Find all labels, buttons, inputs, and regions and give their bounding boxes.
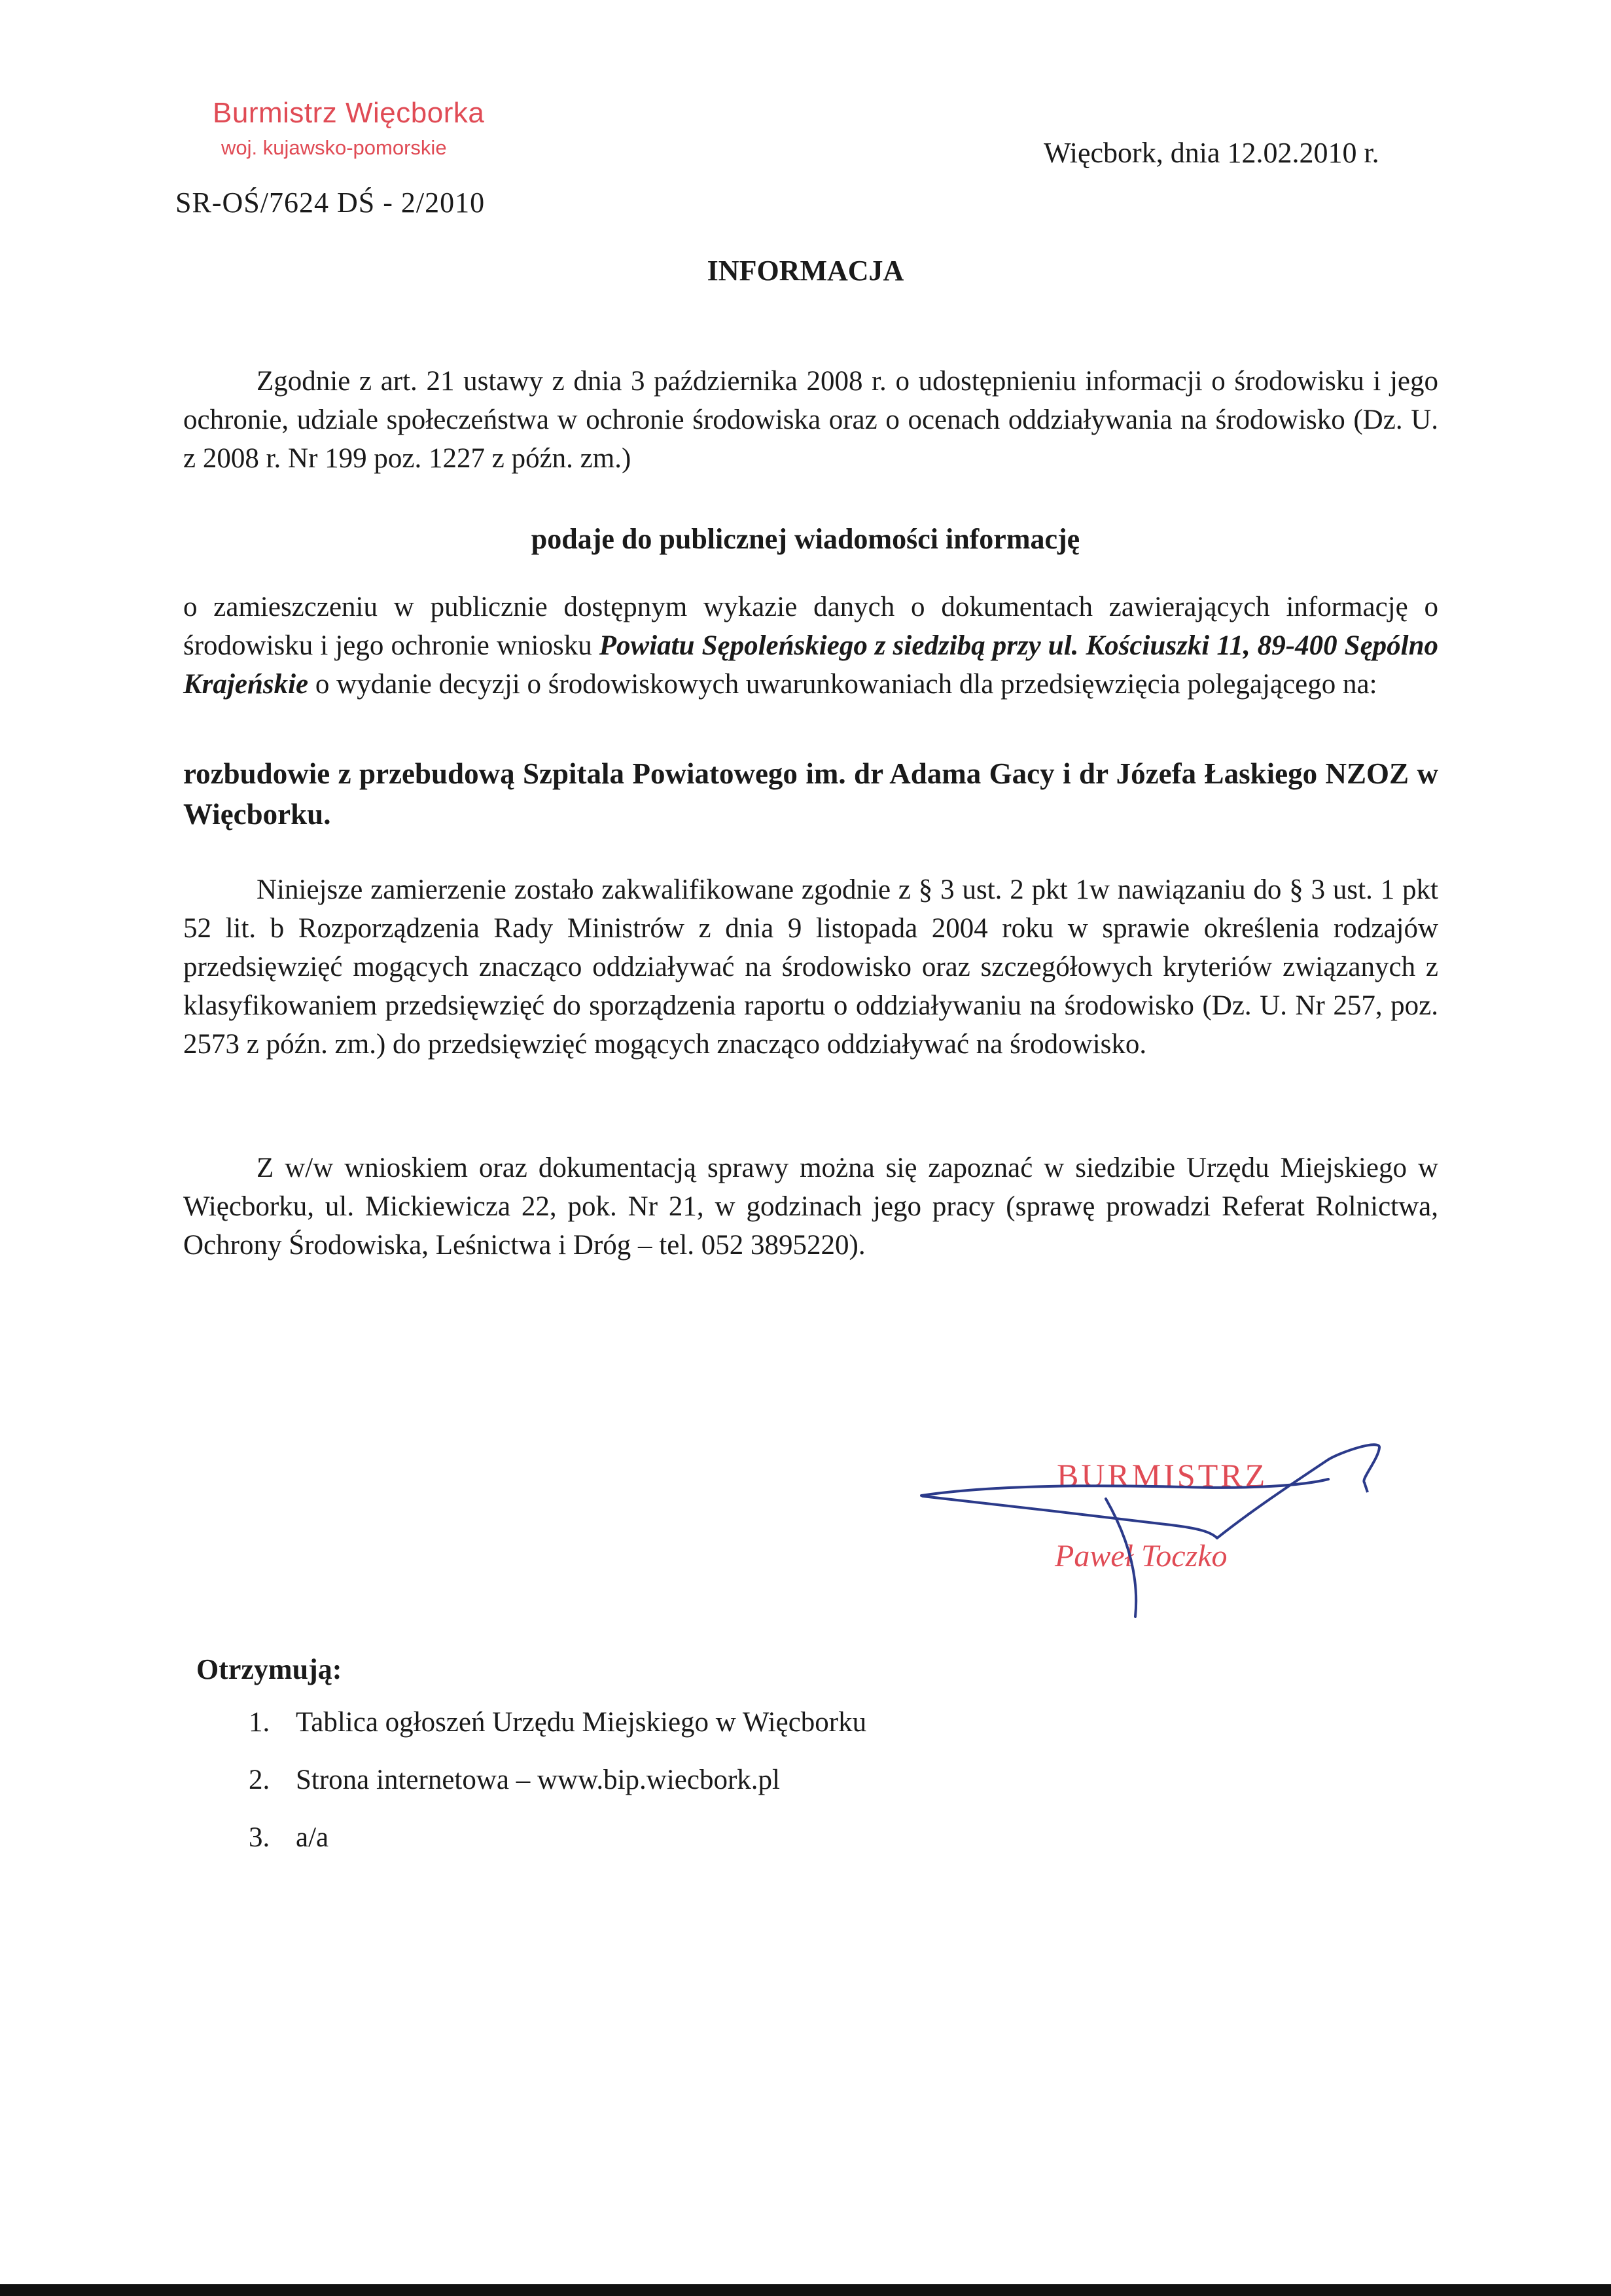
application-paragraph: [183, 588, 1438, 704]
announcement-line: podaje do publicznej wiadomości informację: [531, 523, 1080, 555]
scan-border: [0, 2284, 1611, 2296]
list-item-text: Tablica ogłoszeń Urzędu Miejskiego w Więcborku: [296, 1707, 867, 1738]
list-item-number: 1.: [249, 1707, 270, 1738]
handwritten-signature: [910, 1433, 1407, 1630]
application-text: o zamieszczeniu w publicznie dostępnym wykazie danych o dokumentach zawierających informację o środowisku i jego ochronie wniosku: [183, 592, 1438, 661]
list-item-text: a/a: [296, 1822, 329, 1853]
applicant-name: Powiatu Sępoleńskiego z siedzibą przy ul. Kościuszki 11, 89-400 Sępólno Krajeńskie: [183, 630, 1439, 700]
list-item: [249, 1809, 866, 1867]
reference-number: SR-OŚ/7624 DŚ - 2/2010: [175, 187, 486, 219]
document-title: INFORMACJA: [707, 255, 904, 287]
place-date: Więcbork, dnia 12.02.2010 r.: [1044, 137, 1379, 169]
classification-paragraph: Niniejsze zamierzenie zostało zakwalifikowane zgodnie z § 3 ust. 2 pkt 1w nawiązaniu do § 3 ust. 1 pkt 52 lit. b Rozporządzenia Rady Ministrów z dnia 9 listopada 2004 roku w sprawie określenia rodzajów przedsięwzięć mogących znacząco oddziaływać na środowisko oraz szczegółowych kryteriów związanych z klasyfikowaniem przedsięwzięć do sporządzenia raportu o oddziaływaniu na środowisko (Dz. U. Nr 257, poz. 2573 z późn. zm.) do przedsięwzięć mogących znacząco oddziaływać na środowisko.: [183, 874, 1438, 1060]
contact-paragraph: Z w/w wnioskiem oraz dokumentacją sprawy można się zapoznać w siedzibie Urzędu Miejskiego w Więcborku, ul. Mickiewicza 22, pok. Nr 21, w godzinach jego pracy (sprawę prowadzi Referat Rolnictwa, Ochrony Środowiska, Leśnictwa i Dróg – tel. 052 3895220).: [183, 1153, 1438, 1261]
legal-basis-paragraph: Zgodnie z art. 21 ustawy z dnia 3 października 2008 r. o udostępnieniu informacji o środowisku i jego ochronie, udziale społeczeństwa w ochronie środowiska oraz o ocenach oddziaływania na środowisko (Dz. U. z 2008 r. Nr 199 poz. 1227 z późn. zm.): [183, 366, 1438, 474]
application-purpose: o wydanie decyzji o środowiskowych uwarunkowaniach dla przedsięwzięcia polegającego na:: [315, 669, 1377, 700]
list-item-number: 2.: [249, 1765, 270, 1795]
stamp-title: Burmistrz Więcborka: [213, 97, 485, 129]
recipients-list: [249, 1694, 866, 1867]
list-item: [249, 1751, 866, 1809]
list-item-text: Strona internetowa – www.bip.wiecbork.pl: [296, 1765, 780, 1795]
recipients-heading: Otrzymują:: [196, 1653, 342, 1685]
project-description: rozbudowie z przebudową Szpitala Powiatowego im. dr Adama Gacy i dr Józefa Łaskiego NZOZ w Więcborku.: [183, 757, 1438, 831]
list-item-number: 3.: [249, 1822, 270, 1853]
list-item: [249, 1694, 866, 1751]
signature-stamp-title: BURMISTRZ: [1057, 1457, 1268, 1494]
stamp-subtitle: woj. kujawsko-pomorskie: [221, 136, 447, 159]
signature-stamp-name: Paweł Toczko: [1055, 1539, 1228, 1573]
